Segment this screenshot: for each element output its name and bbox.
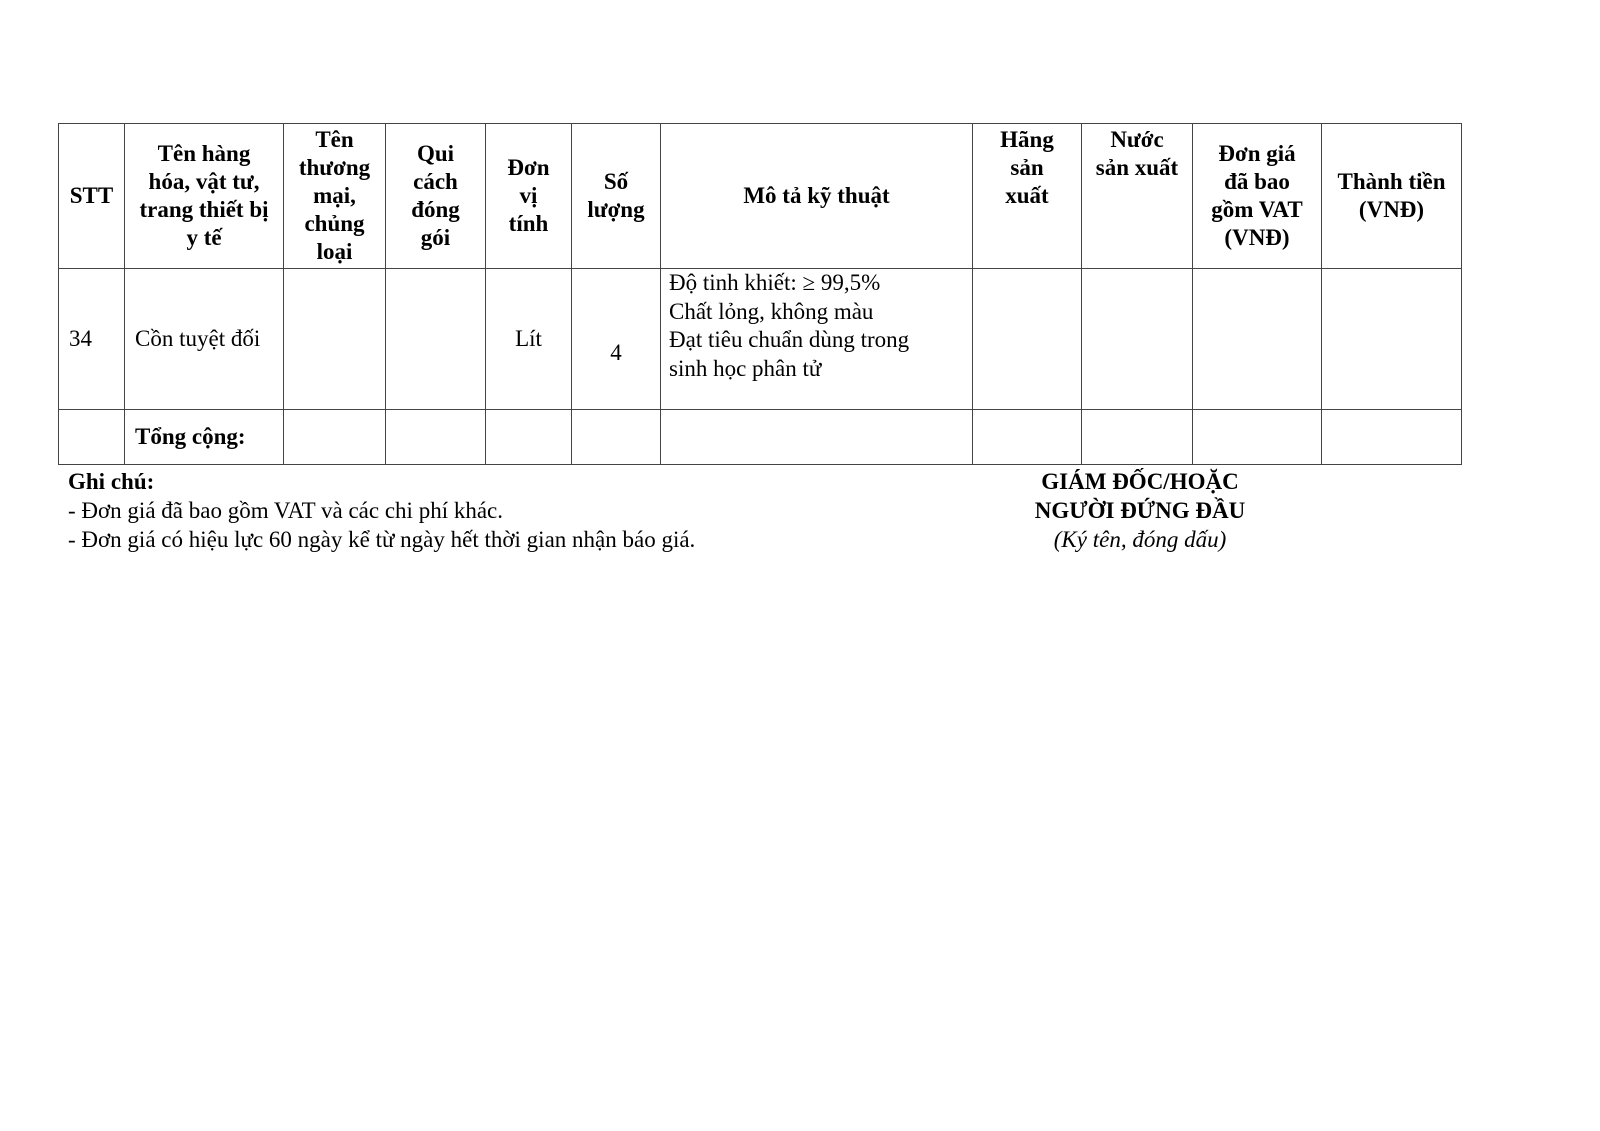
total-cell-packaging <box>386 410 486 465</box>
cell-stt: 34 <box>59 269 125 410</box>
cell-trade-name <box>284 269 386 410</box>
cell-unit: Lít <box>486 269 572 410</box>
total-row <box>59 410 1462 465</box>
header-item-name: Tên hàng hóa, vật tư, trang thiết bị y tế <box>125 124 284 269</box>
table-row <box>59 269 1462 410</box>
header-manufacturer: Hãng sản xuất <box>973 124 1082 269</box>
signature-role-line1: GIÁM ĐỐC/HOẶC <box>1041 469 1239 494</box>
note-line: - Đơn giá có hiệu lực 60 ngày kể từ ngày hết thời gian nhận báo giá. <box>68 527 696 552</box>
total-cell-description <box>661 410 973 465</box>
header-trade-name: Tên thương mại, chủng loại <box>284 124 386 269</box>
description-line: sinh học phân tử <box>669 355 822 381</box>
description-line: Đạt tiêu chuẩn dùng trong <box>669 327 910 352</box>
header-amount: Thành tiền (VNĐ) <box>1322 124 1462 269</box>
total-cell-country <box>1082 410 1193 465</box>
cell-country <box>1082 269 1193 410</box>
total-label: Tổng cộng: <box>125 410 284 465</box>
cell-description <box>661 269 973 410</box>
notes-title: Ghi chú: <box>68 469 155 494</box>
header-quantity: Số lượng <box>572 124 661 269</box>
notes-section <box>68 467 695 554</box>
signature-hint: (Ký tên, đóng dấu) <box>1053 527 1227 552</box>
total-cell-trade-name <box>284 410 386 465</box>
description-line: Độ tinh khiết: ≥ 99,5% <box>669 270 881 295</box>
quotation-table <box>58 123 1462 465</box>
header-description: Mô tả kỹ thuật <box>661 124 973 269</box>
header-unit-price: Đơn giá đã bao gồm VAT (VNĐ) <box>1193 124 1322 269</box>
header-unit: Đơn vị tính <box>486 124 572 269</box>
cell-manufacturer <box>973 269 1082 410</box>
header-row <box>59 124 1462 269</box>
total-cell-stt <box>59 410 125 465</box>
header-country: Nước sản xuất <box>1082 124 1193 269</box>
cell-amount <box>1322 269 1462 410</box>
header-packaging: Qui cách đóng gói <box>386 124 486 269</box>
cell-unit-price <box>1193 269 1322 410</box>
total-cell-quantity <box>572 410 661 465</box>
note-line: - Đơn giá đã bao gồm VAT và các chi phí khác. <box>68 498 504 523</box>
total-cell-amount <box>1322 410 1462 465</box>
total-cell-unit <box>486 410 572 465</box>
total-cell-manufacturer <box>973 410 1082 465</box>
total-cell-unit-price <box>1193 410 1322 465</box>
header-stt: STT <box>59 124 125 269</box>
signature-block <box>1000 467 1280 554</box>
cell-packaging <box>386 269 486 410</box>
description-line: Chất lỏng, không màu <box>669 298 874 324</box>
cell-item-name: Cồn tuyệt đối <box>125 269 284 410</box>
cell-quantity: 4 <box>572 269 661 410</box>
signature-role-line2: NGƯỜI ĐỨNG ĐẦU <box>1034 498 1246 523</box>
